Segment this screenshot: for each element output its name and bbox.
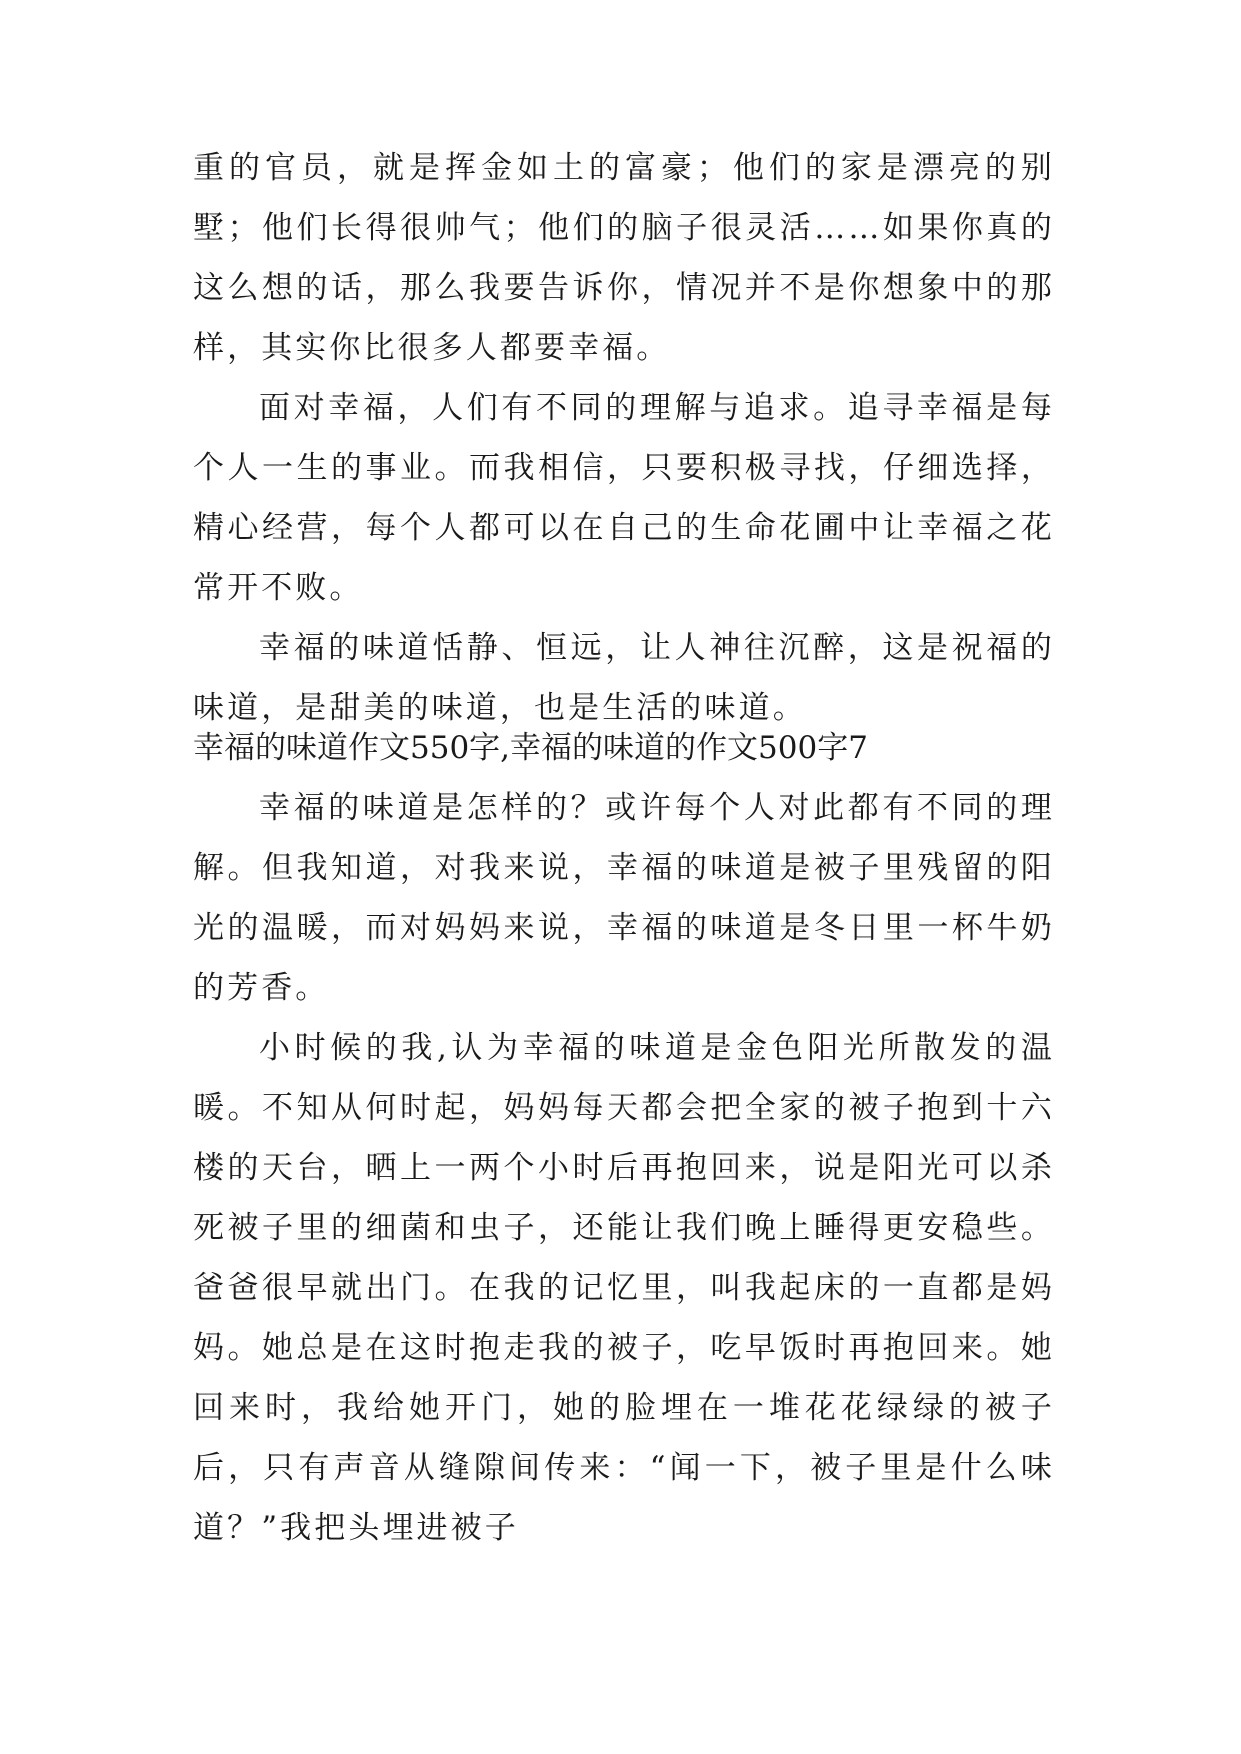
paragraph: 幸福的味道恬静、恒远，让人神往沉醉，这是祝福的味道，是甜美的味道，也是生活的味道。: [193, 630, 1055, 726]
section-1: [193, 138, 1055, 738]
paragraph: 面对幸福，人们有不同的理解与追求。追寻幸福是每个人一生的事业。而我相信，只要积极寻找，仔细选择，精心经营，每个人都可以在自己的生命花圃中让幸福之花常开不败。: [193, 390, 1055, 606]
paragraph-continued: 重的官员，就是挥金如土的富豪；他们的家是漂亮的别墅；他们长得很帅气；他们的脑子很灵活……如果你真的这么想的话，那么我要告诉你，情况并不是你想象中的那样，其实你比很多人都要幸福。: [193, 150, 1055, 366]
section-2: [193, 718, 1055, 1558]
paragraph: 幸福的味道是怎样的？或许每个人对此都有不同的理解。但我知道，对我来说，幸福的味道是被子里残留的阳光的温暖，而对妈妈来说，幸福的味道是冬日里一杯牛奶的芳香。: [193, 790, 1055, 1006]
article-heading: 幸福的味道作文550字,幸福的味道的作文500字7: [193, 730, 868, 766]
paragraph: 小时候的我,认为幸福的味道是金色阳光所散发的温暖。不知从何时起，妈妈每天都会把全家的被子抱到十六楼的天台，晒上一两个小时后再抱回来，说是阳光可以杀死被子里的细菌和虫子，还能让我们晚上睡得更安稳些。爸爸很早就出门。在我的记忆里，叫我起床的一直都是妈妈。她总是在这时抱走我的被子，吃早饭时再抱回来。她回来时，我给她开门，她的脸埋在一堆花花绿绿的被子后，只有声音从缝隙间传来：“闻一下，被子里是什么味道？”我把头埋进被子: [193, 1030, 1055, 1546]
